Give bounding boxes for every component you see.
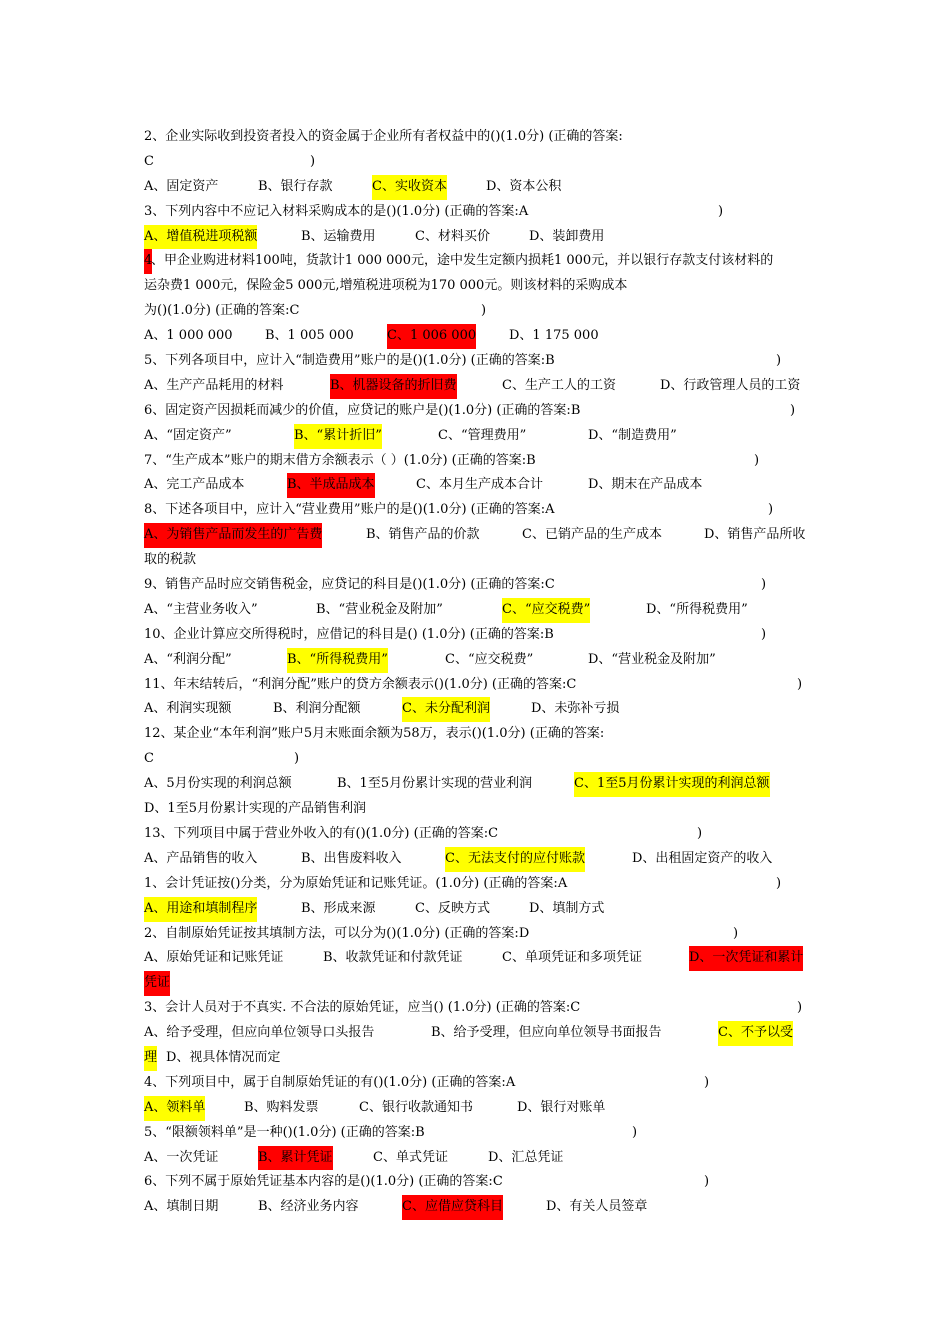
text-segment: D、期末在产品成本 (588, 477, 703, 493)
text-line (144, 175, 816, 200)
highlight-yellow: B、“累计折旧” (294, 424, 382, 449)
text-line (144, 424, 816, 449)
text-line (144, 349, 816, 374)
text-line (144, 623, 816, 648)
text-line (144, 249, 816, 274)
text-segment: D、出租固定资产的收入 (632, 850, 773, 866)
text-segment: D、汇总凭证 (488, 1149, 564, 1165)
text-line (144, 872, 816, 897)
text-segment: B、购料发票 (244, 1099, 319, 1115)
text-segment: A、产品销售的收入 (144, 850, 258, 866)
text-line (144, 1170, 816, 1195)
highlight-yellow: C、1至5月份累计实现的利润总额 (574, 772, 770, 797)
text-segment: 8、下述各项目中，应计入“营业费用”账户的是()(1.0分) (正确的答案:A (144, 502, 555, 518)
text-line (144, 200, 816, 225)
text-segment: D、资本公积 (486, 178, 562, 194)
text-segment: A、一次凭证 (144, 1149, 219, 1165)
highlight-red: 4 (144, 249, 152, 274)
text-segment: D、有关人员签章 (546, 1199, 648, 1215)
text-line (144, 548, 816, 573)
text-line (144, 1071, 816, 1096)
text-segment: D、“所得税费用” (646, 601, 748, 617)
text-segment: 、甲企业购进材料100吨，货款计1 000 000元，途中发生定额内损耗1 000元，并以银行存款支付该材料的 (151, 253, 774, 269)
text-line (144, 125, 816, 150)
text-line (144, 523, 816, 548)
text-line (144, 971, 816, 996)
highlight-yellow: C、无法支付的应付账款 (445, 847, 585, 872)
text-segment: ) (481, 303, 487, 319)
text-segment: ) (776, 353, 782, 369)
text-line (144, 324, 816, 349)
text-segment: 5、下列各项目中，应计入“制造费用”账户的是()(1.0分) (正确的答案:B (144, 353, 555, 369)
text-line (144, 573, 816, 598)
text-line (144, 847, 816, 872)
text-segment: ) (797, 676, 803, 692)
text-segment: A、1 000 000 (144, 328, 233, 344)
text-segment: D、银行对账单 (517, 1099, 606, 1115)
text-segment: 3、会计人员对于不真实. 不合法的原始凭证，应当() (1.0分) (正确的答案:C (144, 1000, 581, 1016)
text-segment: B、给予受理，但应向单位领导书面报告 (431, 1025, 662, 1041)
text-line (144, 598, 816, 623)
text-segment: 5、“限额领料单”是一种()(1.0分) (正确的答案:B (144, 1124, 425, 1140)
text-segment: A、给予受理，但应向单位领导口头报告 (144, 1025, 375, 1041)
text-segment: C、“应交税费” (445, 651, 534, 667)
text-segment: ) (761, 577, 767, 593)
text-segment: ) (776, 875, 782, 891)
text-segment: 取的税款 (144, 552, 197, 568)
text-segment: D、“营业税金及附加” (588, 651, 716, 667)
text-segment: D、行政管理人员的工资 (660, 377, 801, 393)
text-line (144, 946, 816, 971)
text-segment: B、运输费用 (301, 228, 376, 244)
text-segment: A、原始凭证和记账凭证 (144, 950, 284, 966)
text-segment: D、“制造费用” (588, 427, 677, 443)
text-segment: 2、企业实际收到投资者投入的资金属于企业所有者权益中的()(1.0分) (正确的答案: (144, 129, 623, 144)
text-line (144, 822, 816, 847)
text-segment: B、销售产品的价款 (366, 527, 480, 543)
text-segment: A、完工产品成本 (144, 477, 245, 493)
text-segment: C、本月生产成本合计 (416, 477, 543, 493)
document-body (144, 125, 816, 1220)
highlight-yellow: A、增值税进项税额 (144, 225, 257, 250)
text-segment: C、材料买价 (415, 228, 490, 244)
text-segment: 7、“生产成本”账户的期末借方余额表示（ ）(1.0分) (正确的答案:B (144, 452, 536, 468)
text-line (144, 648, 816, 673)
text-line (144, 747, 816, 772)
text-line (144, 274, 816, 299)
text-segment: C、单式凭证 (373, 1149, 448, 1165)
text-line (144, 996, 816, 1021)
text-segment: B、1至5月份累计实现的营业利润 (337, 776, 533, 792)
text-segment: C、生产工人的工资 (502, 377, 616, 393)
text-segment: ) (704, 1074, 710, 1090)
text-line (144, 1096, 816, 1121)
text-segment: ) (704, 1174, 710, 1190)
text-line (144, 897, 816, 922)
text-segment: B、出售废料收入 (301, 850, 402, 866)
text-segment: ) (733, 925, 739, 941)
text-segment: 10、企业计算应交所得税时，应借记的科目是() (1.0分) (正确的答案:B (144, 626, 554, 642)
text-segment: A、5月份实现的利润总额 (144, 776, 292, 792)
text-line (144, 797, 816, 822)
text-segment: 11、年末结转后，“利润分配”账户的贷方余额表示()(1.0分) (正确的答案:C (144, 676, 577, 692)
text-segment: B、经济业务内容 (258, 1199, 359, 1215)
text-line (144, 498, 816, 523)
text-segment: ) (632, 1124, 638, 1140)
text-segment: C、已销产品的生产成本 (522, 527, 662, 543)
text-line (144, 697, 816, 722)
highlight-yellow: A、领料单 (144, 1096, 205, 1121)
text-segment: B、形成来源 (301, 900, 376, 916)
highlight-yellow: C、未分配利润 (402, 697, 490, 722)
text-segment: ) (761, 626, 767, 642)
highlight-red: A、为销售产品而发生的广告费 (144, 523, 322, 548)
text-segment: A、“利润分配” (144, 651, 232, 667)
text-segment: C (144, 153, 154, 169)
highlight-red: B、累计凭证 (258, 1146, 333, 1171)
text-segment: B、收款凭证和付款凭证 (323, 950, 463, 966)
highlight-red: B、半成品成本 (287, 473, 375, 498)
text-segment: 运杂费1 000元，保险金5 000元,增殖税进项税为170 000元。则该材料的采购成本 (144, 278, 628, 294)
text-segment: B、银行存款 (258, 178, 333, 194)
text-line (144, 374, 816, 399)
text-line (144, 772, 816, 797)
text-segment: C、“管理费用” (438, 427, 527, 443)
text-segment: A、“固定资产” (144, 427, 232, 443)
text-line (144, 1021, 816, 1046)
highlight-yellow: C、实收资本 (372, 175, 447, 200)
text-line (144, 399, 816, 424)
highlight-yellow: C、“应交税费” (502, 598, 590, 623)
text-segment: B、1 005 000 (265, 328, 354, 344)
text-segment: 为()(1.0分) (正确的答案:C (144, 303, 300, 319)
text-segment: 6、下列不属于原始凭证基本内容的是()(1.0分) (正确的答案:C (144, 1174, 503, 1190)
text-line (144, 922, 816, 947)
text-segment: 9、销售产品时应交销售税金，应贷记的科目是()(1.0分) (正确的答案:C (144, 577, 555, 593)
text-segment: C、银行收款通知书 (359, 1099, 473, 1115)
text-segment: B、利润分配额 (273, 701, 361, 717)
text-line (144, 473, 816, 498)
text-segment: D、装卸费用 (529, 228, 605, 244)
text-line (144, 225, 816, 250)
text-segment: A、利润实现额 (144, 701, 232, 717)
text-segment: ) (310, 153, 316, 169)
text-segment: 4、下列项目中，属于自制原始凭证的有()(1.0分) (正确的答案:A (144, 1074, 516, 1090)
highlight-red: B、机器设备的折旧费 (330, 374, 457, 399)
text-segment: ) (697, 825, 703, 841)
text-segment: D、1至5月份累计实现的产品销售利润 (144, 801, 366, 817)
highlight-red: D、一次凭证和累计 (689, 946, 803, 971)
text-segment: ) (294, 751, 300, 767)
text-segment: D、视具体情况而定 (166, 1049, 281, 1065)
text-segment: ) (768, 502, 774, 518)
text-segment: 3、下列内容中不应记入材料采购成本的是()(1.0分) (正确的答案:A (144, 203, 529, 219)
highlight-red: C、1 006 000 (387, 324, 476, 349)
text-segment: C、反映方式 (415, 900, 490, 916)
text-segment: 12、某企业“本年利润”账户5月末账面余额为58万，表示()(1.0分) (正确的答案: (144, 726, 605, 742)
highlight-yellow: B、“所得税费用” (287, 648, 388, 673)
text-segment: 6、固定资产因损耗而减少的价值，应贷记的账户是()(1.0分) (正确的答案:B (144, 402, 581, 418)
text-line (144, 1195, 816, 1220)
text-segment: ) (718, 203, 724, 219)
text-segment: D、销售产品所收 (704, 527, 806, 543)
text-segment: A、“主营业务收入” (144, 601, 258, 617)
text-line (144, 150, 816, 175)
text-segment: D、未弥补亏损 (531, 701, 620, 717)
text-segment: D、1 175 000 (509, 328, 599, 344)
text-segment: C、单项凭证和多项凭证 (502, 950, 642, 966)
text-segment: ) (754, 452, 760, 468)
text-segment: A、填制日期 (144, 1199, 219, 1215)
text-segment: ) (797, 1000, 803, 1016)
text-segment: ) (790, 402, 796, 418)
highlight-red: C、应借应贷科目 (402, 1195, 503, 1220)
text-line (144, 673, 816, 698)
text-line (144, 1146, 816, 1171)
highlight-yellow: A、用途和填制程序 (144, 897, 257, 922)
highlight-yellow: C、不予以受 (718, 1021, 793, 1046)
text-line (144, 449, 816, 474)
highlight-yellow: 理 (144, 1046, 157, 1071)
text-line (144, 299, 816, 324)
text-segment: C (144, 751, 154, 767)
text-segment: 1、会计凭证按()分类，分为原始凭证和记账凭证。(1.0分) (正确的答案:A (144, 875, 568, 891)
text-segment: B、“营业税金及附加” (316, 601, 443, 617)
text-line (144, 1046, 816, 1071)
text-segment: D、填制方式 (529, 900, 605, 916)
highlight-red: 凭证 (144, 971, 170, 996)
text-segment: A、固定资产 (144, 178, 219, 194)
text-line (144, 1121, 816, 1146)
text-line (144, 722, 816, 747)
text-segment: 13、下列项目中属于营业外收入的有()(1.0分) (正确的答案:C (144, 825, 499, 841)
text-segment: 2、自制原始凭证按其填制方法，可以分为()(1.0分) (正确的答案:D (144, 925, 530, 941)
text-segment: A、生产产品耗用的材料 (144, 377, 284, 393)
